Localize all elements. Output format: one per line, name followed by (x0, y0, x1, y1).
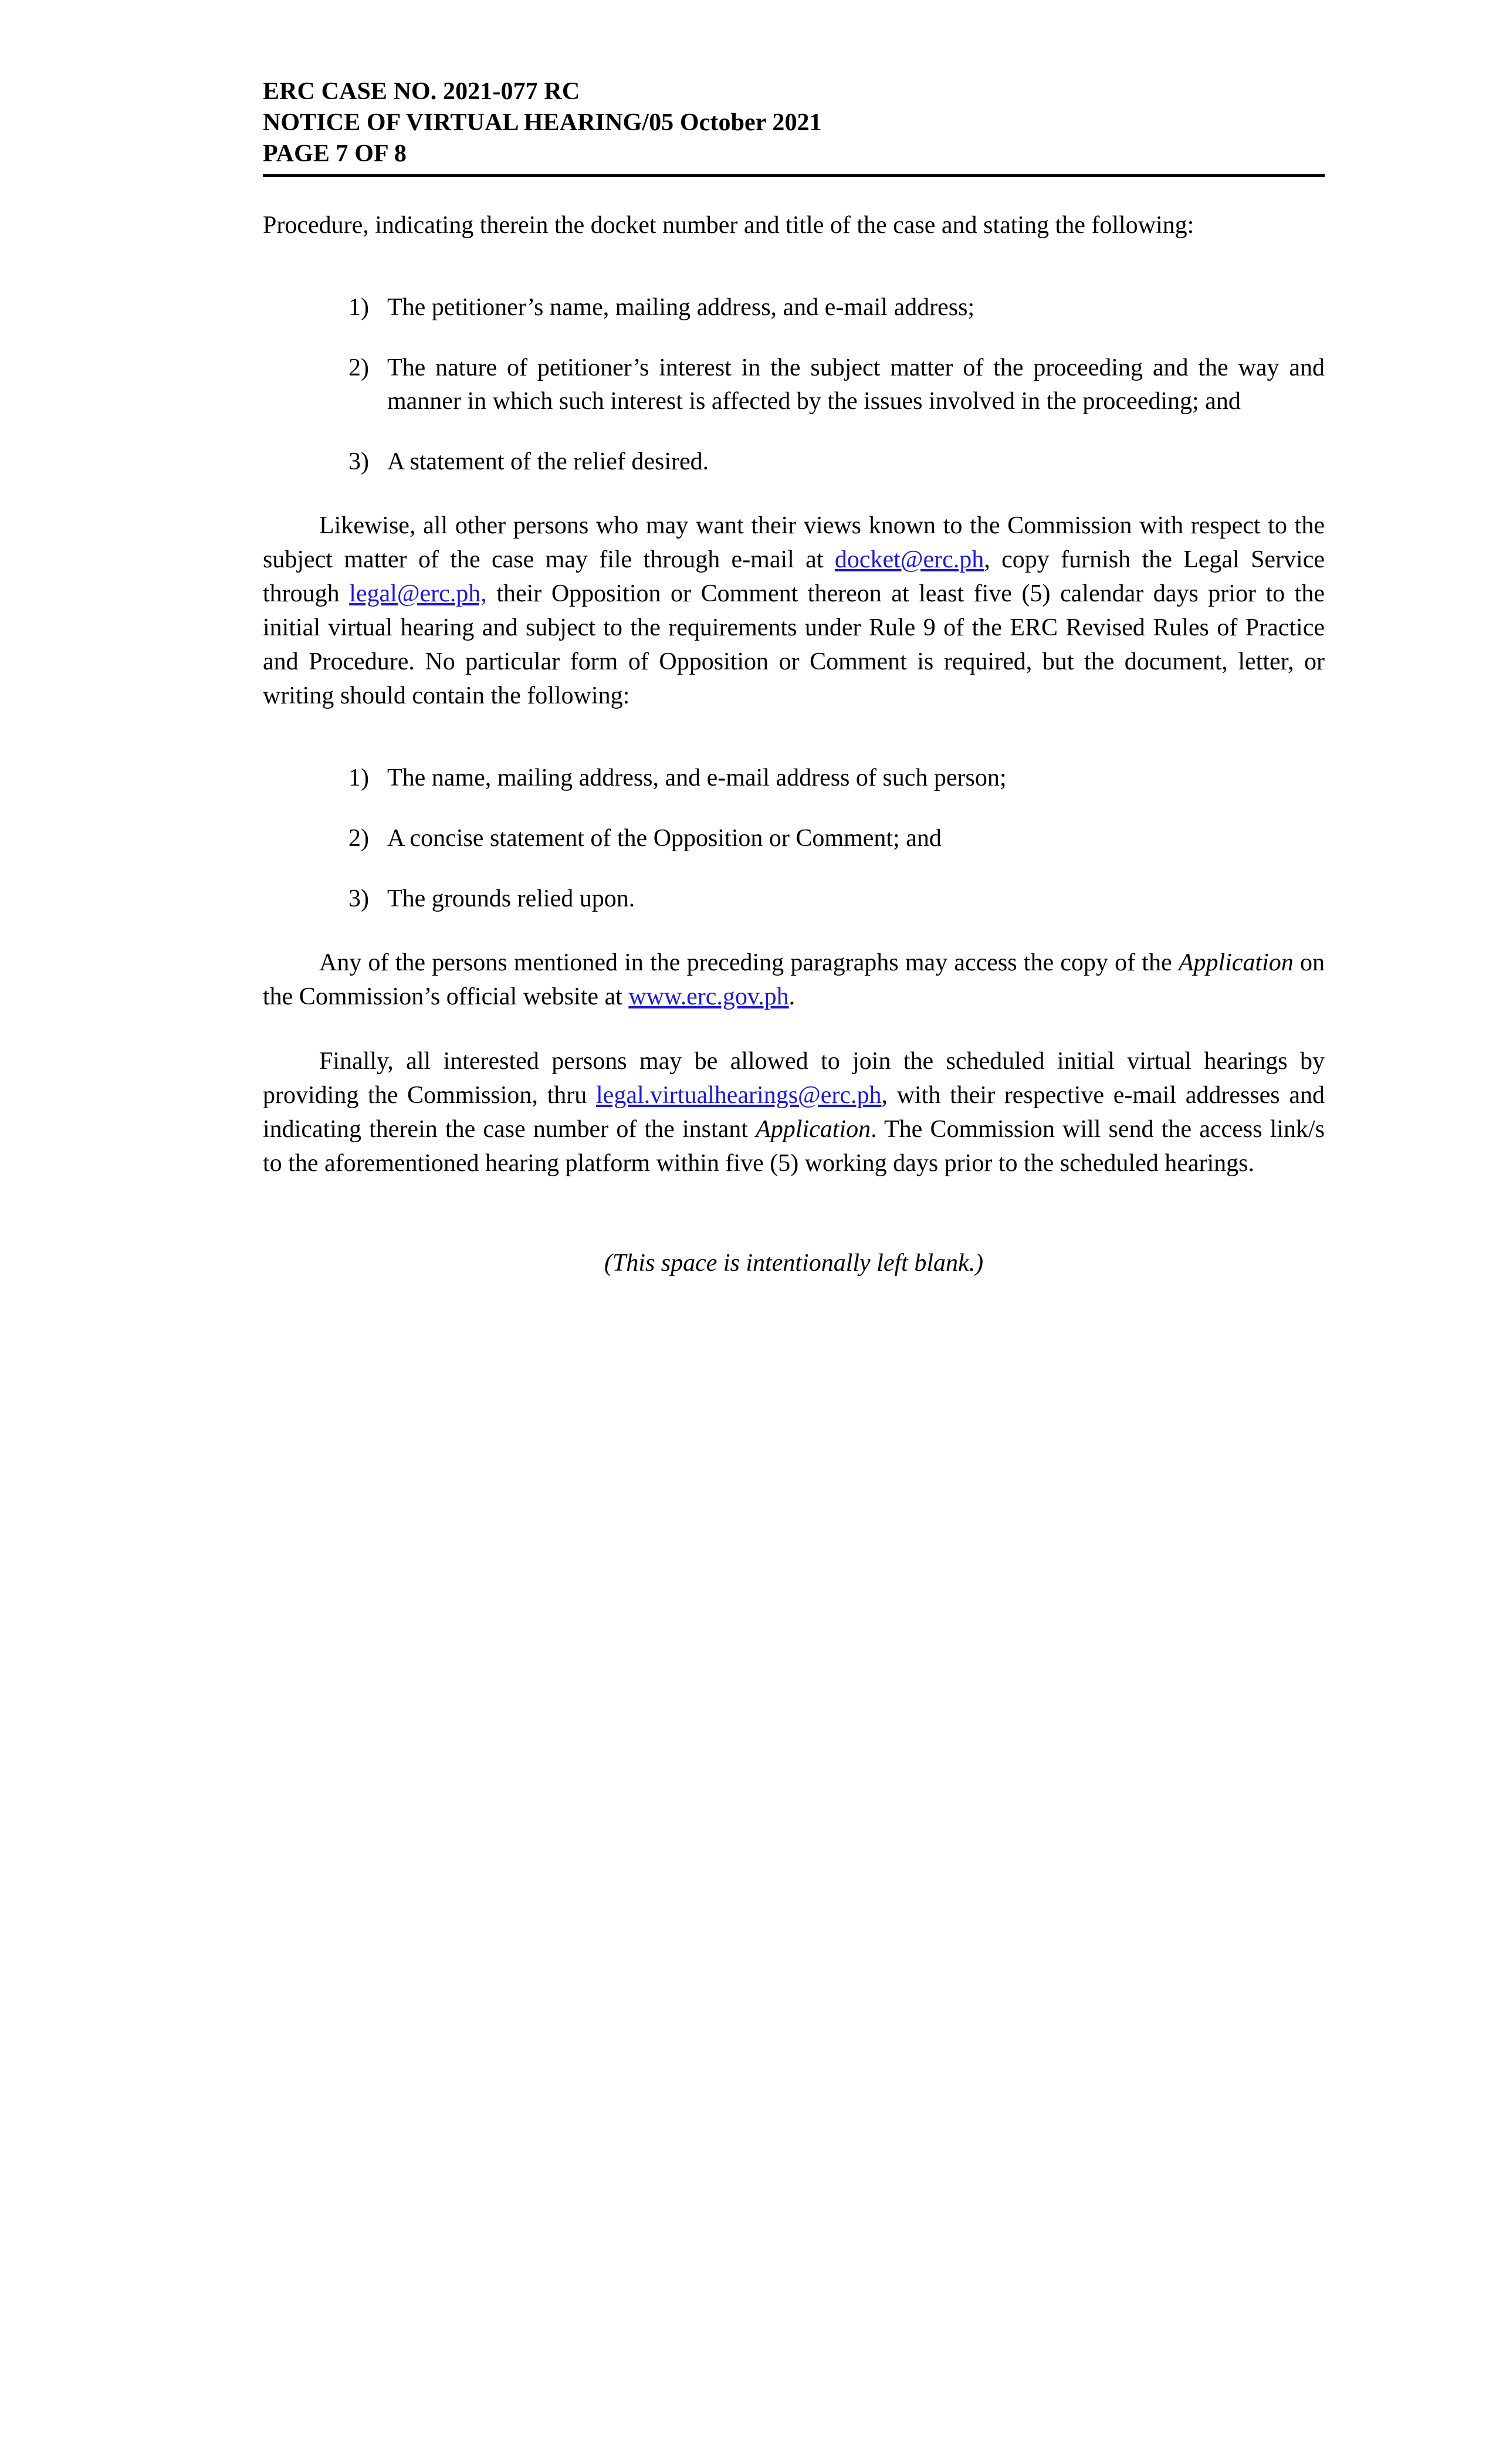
spacer (263, 713, 1325, 735)
list-item-number: 3) (348, 885, 369, 913)
access-text-part3: . (788, 983, 796, 1011)
finally-text-part1: Finally, all interested persons may be allowed to join the scheduled initial virtual hearings by providing the Commission, thru (263, 1048, 1325, 1109)
list-item-number: 2) (348, 354, 369, 381)
list-item-text: A concise statement of the Opposition or Comment; and (387, 824, 942, 852)
spacer (263, 479, 1325, 509)
access-text-part1: Any of the persons mentioned in the preceding paragraphs may access the copy of the (319, 949, 1179, 977)
header-page-number: PAGE 7 OF 8 (263, 140, 407, 167)
list-item (263, 291, 1325, 324)
list-item-text: The petitioner’s name, mailing address, and e-mail address; (387, 293, 975, 321)
docket-email-link[interactable]: docket@erc.ph (834, 546, 984, 574)
list-item-number: 1) (348, 764, 369, 791)
spacer (263, 243, 1325, 264)
likewise-paragraph (263, 509, 1325, 713)
requirements-list-two (263, 761, 1325, 916)
list-item-number: 2) (348, 824, 369, 852)
list-item-number: 3) (348, 448, 369, 475)
blank-space-note: (This space is intentionally left blank.) (604, 1249, 984, 1277)
finally-text-part3: . The Commission will send the access link/s to the aforementioned hearing platform within five (5) working days prior to the scheduled hearings. (263, 1115, 1325, 1177)
header-divider (263, 174, 1325, 177)
legal-email-link[interactable]: legal@erc.ph, (349, 580, 487, 608)
intro-paragraph: Procedure, indicating therein the docket number and title of the case and stating the following: (263, 211, 1194, 239)
finally-text-part2: , with their respective e-mail addresses and indicating therein the case number of the instant (263, 1082, 1325, 1143)
virtual-hearings-email-link[interactable]: legal.virtualhearings@erc.ph (596, 1082, 882, 1109)
list-item (263, 445, 1325, 479)
header-notice-title: NOTICE OF VIRTUAL HEARING/05 October 2021 (263, 109, 822, 136)
list-item-text: A statement of the relief desired. (387, 448, 709, 475)
application-italic: Application (756, 1115, 871, 1143)
requirements-list-one (263, 291, 1325, 479)
page-content (263, 76, 1325, 1281)
list-item-text: The nature of petitioner’s interest in the subject matter of the proceeding and the way and manner in which such interest is affected by the issues involved in the proceeding; and (387, 354, 1325, 415)
document-header (263, 76, 1325, 170)
erc-website-link[interactable]: www.erc.gov.ph (628, 983, 789, 1011)
spacer (263, 916, 1325, 946)
application-italic: Application (1178, 949, 1294, 977)
likewise-text-part1: Likewise, all other persons who may want their views known to the Commission with respect to the subject matter of the case may file through e-mail at (263, 512, 1325, 574)
header-case-number: ERC CASE NO. 2021-077 RC (263, 78, 580, 105)
list-item (263, 761, 1325, 795)
access-paragraph (263, 946, 1325, 1014)
list-item-number: 1) (348, 293, 369, 321)
likewise-text-part3: their Opposition or Comment thereon at least five (5) calendar days prior to the initial virtual hearing and subject to the requirements under Rule 9 of the ERC Revised Rules of Practice and Procedure. No particular form of Opposition or Comment is required, but the document, letter, or writing should contain the following: (263, 580, 1325, 709)
list-item-text: The name, mailing address, and e-mail address of such person; (387, 764, 1007, 791)
list-item-text: The grounds relied upon. (387, 885, 635, 913)
list-item (263, 882, 1325, 916)
list-item (263, 822, 1325, 855)
spacer (263, 1014, 1325, 1045)
finally-paragraph (263, 1045, 1325, 1181)
list-item (263, 351, 1325, 418)
access-text-part2: on the Commission’s official website at (263, 949, 1325, 1011)
likewise-text-part2: , copy furnish the Legal Service through (263, 546, 1325, 608)
document-body (263, 209, 1325, 1281)
